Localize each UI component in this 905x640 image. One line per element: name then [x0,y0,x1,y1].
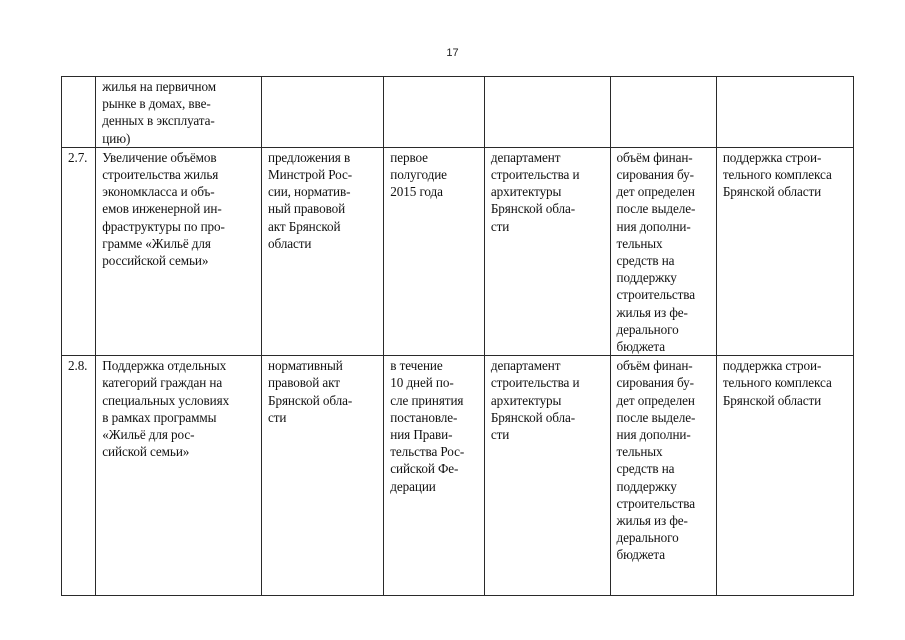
expected-result-cell: поддержка строи- тельного комплекса Брянской области [716,147,853,355]
deadline-cell: в течение 10 дней по- сле принятия постановле- ния Прави- тельства Рос- сийской Фе- дерации [384,356,485,596]
executor-cell: департамент строительства и архитектуры Брянской обла- сти [484,356,610,596]
table-row-continuation [62,77,854,148]
executor-cell [484,77,610,148]
financing-cell: объём финан- сирования бу- дет определен после выделе- ния дополни- тельных средств на поддержку строительства жилья из фе- дерального бюджета [610,147,716,355]
deadline-cell [384,77,485,148]
item-number-cell: 2.8. [62,356,96,596]
item-number-cell: 2.7. [62,147,96,355]
implementation-form-cell: предложения в Минстрой Рос- сии, норматив- ный правовой акт Брянской области [261,147,383,355]
measure-name-cell: Увеличение объёмов строительства жилья экономкласса и объ- емов инженерной ин- фраструктуры по про- грамме «Жильё для российской семьи» [96,147,262,355]
page-number: 17 [446,47,459,59]
financing-cell: объём финан- сирования бу- дет определен после выделе- ния дополни- тельных средств на поддержку строительства жилья из фе- дерального бюджета [610,356,716,596]
executor-cell: департамент строительства и архитектуры Брянской обла- сти [484,147,610,355]
table-row-2-8 [62,356,854,596]
expected-result-cell [716,77,853,148]
deadline-cell: первое полугодие 2015 года [384,147,485,355]
action-plan-table [61,76,854,596]
implementation-form-cell [261,77,383,148]
expected-result-cell: поддержка строи- тельного комплекса Брянской области [716,356,853,596]
measure-name-cell: Поддержка отдельных категорий граждан на специальных условиях в рамках программы «Жильё для рос- сийской семьи» [96,356,262,596]
financing-cell [610,77,716,148]
implementation-form-cell: нормативный правовой акт Брянской обла- сти [261,356,383,596]
item-number-cell [62,77,96,148]
table-row-2-7 [62,147,854,355]
measure-name-cell: жилья на первичном рынке в домах, вве- денных в эксплуата- цию) [96,77,262,148]
